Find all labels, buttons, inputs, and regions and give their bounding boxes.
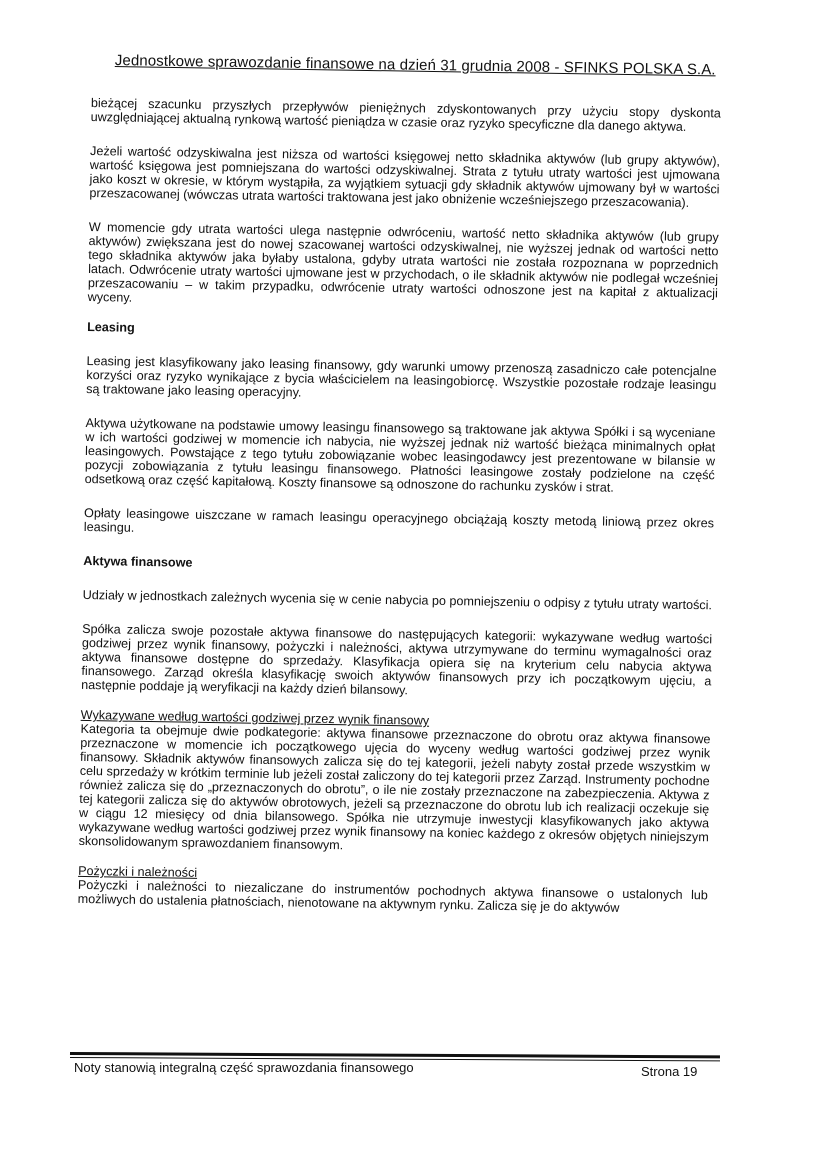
subheading-fair-value: Wykazywane według wartości godziwej przez wynik finansowy	[80, 707, 430, 728]
section-heading-aktywa-finansowe: Aktywa finansowe	[83, 553, 193, 570]
section-heading-leasing: Leasing	[87, 319, 135, 335]
paragraph: Aktywa użytkowane na podstawie umowy leasingu finansowego są traktowane jak aktywa Spółki i są wyceniane w ich wartości godziwej w momencie ich nabycia, nie wyższej jednak niż wartość bieżąca minimalnych opłat leasingowych. Powstające z tego tytułu zobowiązanie wobec leasingodawcy jest prezentowane w bilansie w pozycji zobowiązania z tytułu leasingu finansowego. Płatności leasingowe zostały podzielone na część odsetkową oraz część kapitałową. Koszty finansowe są odnoszone do rachunku zysków i strat.	[84, 415, 716, 495]
paragraph: Spółka zalicza swoje pozostałe aktywa finansowe do następujących kategorii: wykazywane według wartości godziwej przez wynik finansowy, pożyczki i należności, aktywa utrzymywane do terminu wymagalności oraz aktywa finansowe dostępne do sprzedaży. Klasyfikacja opiera się na kryterium celu nabycia aktywa finansowego. Zarząd określa klasyfikację swoich aktywów finansowych przy ich początkowym ujęciu, a następnie poddaje ją weryfikacji na każdy dzień bilansowy.	[81, 621, 713, 698]
subheading-loans-receivables: Pożyczki i należności	[78, 863, 198, 880]
paragraph: Pożyczki i należności to niezaliczane do instrumentów pochodnych aktywa finansowe o ustalonych lub możliwych do ustalenia płatnościach, nienotowane na aktywnym rynku. Zalicza się je do aktywów	[77, 877, 708, 915]
document-body	[78, 96, 721, 916]
paragraph: Udziały w jednostkach zależnych wycenia się w cenie nabycia po pomniejszeniu o odpisy z tytułu utraty wartości.	[82, 587, 713, 613]
paragraph: Jeżeli wartość odzyskiwalna jest niższa od wartości księgowej netto składnika aktywów (lub grupy aktywów), wartość księgowa jest pomniejszana do wartości odzyskiwalnej. Strata z tytułu utraty wartości jest ujmowana jako koszt w okresie, w którym wystąpiła, za wyjątkiem sytuacji gdy składnik aktywów ujmowany był w wartości przeszacowanej (wówczas utrata wartości traktowana jest jako obniżenie wcześniejszego przeszacowania).	[89, 143, 721, 210]
paragraph: Opłaty leasingowe uiszczane w ramach leasingu operacyjnego obciążają koszty metodą liniową przez okres leasingu.	[83, 505, 715, 535]
page-number: Strona 19	[641, 1064, 698, 1079]
paragraph: Leasing jest klasyfikowany jako leasing finansowy, gdy warunki umowy przenoszą zasadniczo całe potencjalne korzyści oraz ryzyko wynikające z bycia właścicielem na leasingobiorcę. Wszystkie pozostałe rodzaje leasingu są traktowane jako leasing operacyjny.	[86, 353, 717, 400]
footer-note: Noty stanowią integralną część sprawozdania finansowego	[74, 1060, 414, 1075]
paragraph: bieżącej szacunku przyszłych przepływów pieniężnych zdyskontowanych przy użyciu stopy dyskonta uwzględniającej aktualną rynkową wartość pieniądza w czasie oraz ryzyko specyficzne dla danego aktywa.	[90, 96, 721, 134]
paragraph: Kategoria ta obejmuje dwie podkategorie: aktywa finansowe przeznaczone do obrotu oraz aktywa finansowe przeznaczone w momencie ich początkowego ujęcia do wyceny według wartości godziwej przez wynik finansowy. Składnik aktywów finansowych zalicza się do tej kategorii, jeżeli nabyty został przede wszystkim w celu sprzedaży w krótkim terminie lub jeżeli został zaliczony do tej kategorii przez Zarząd. Instrumenty pochodne również zalicza się do „przeznaczonych do obrotu”, o ile nie zostały przeznaczone na zabezpieczenia. Aktywa z tej kategorii zalicza się do aktywów obrotowych, jeżeli są przeznaczone do obrotu lub ich realizacji oczekuje się w ciągu 12 miesięcy od dnia bilansowego. Spółka nie utrzymuje inwestycji klasyfikowanych jako aktywa wykazywane według wartości godziwej przez wynik finansowy na koniec każdego z okresów objętych niniejszym skonsolidowanym sprawozdaniem finansowym.	[78, 721, 711, 853]
paragraph: W momencie gdy utrata wartości ulega następnie odwróceniu, wartość netto składnika aktywów (lub grupy aktywów) zwiększana jest do nowej szacowanej wartości odzyskiwalnej, nie wyższej jednak od wartości netto tego składnika aktywów jaka byłaby ustalona, gdyby utrata wartości nie została rozpoznana w poprzednich latach. Odwrócenie utraty wartości ujmowane jest w przychodach, o ile składnik aktywów nie podlegał wcześniej przeszacowaniu – w takim przypadku, odwrócenie utraty wartości odnoszone jest na kapitał z aktualizacji wyceny.	[87, 219, 719, 305]
page-header-title: Jednostkowe sprawozdanie finansowe na dzień 31 grudnia 2008 - SFINKS POLSKA S.A.	[114, 52, 716, 79]
